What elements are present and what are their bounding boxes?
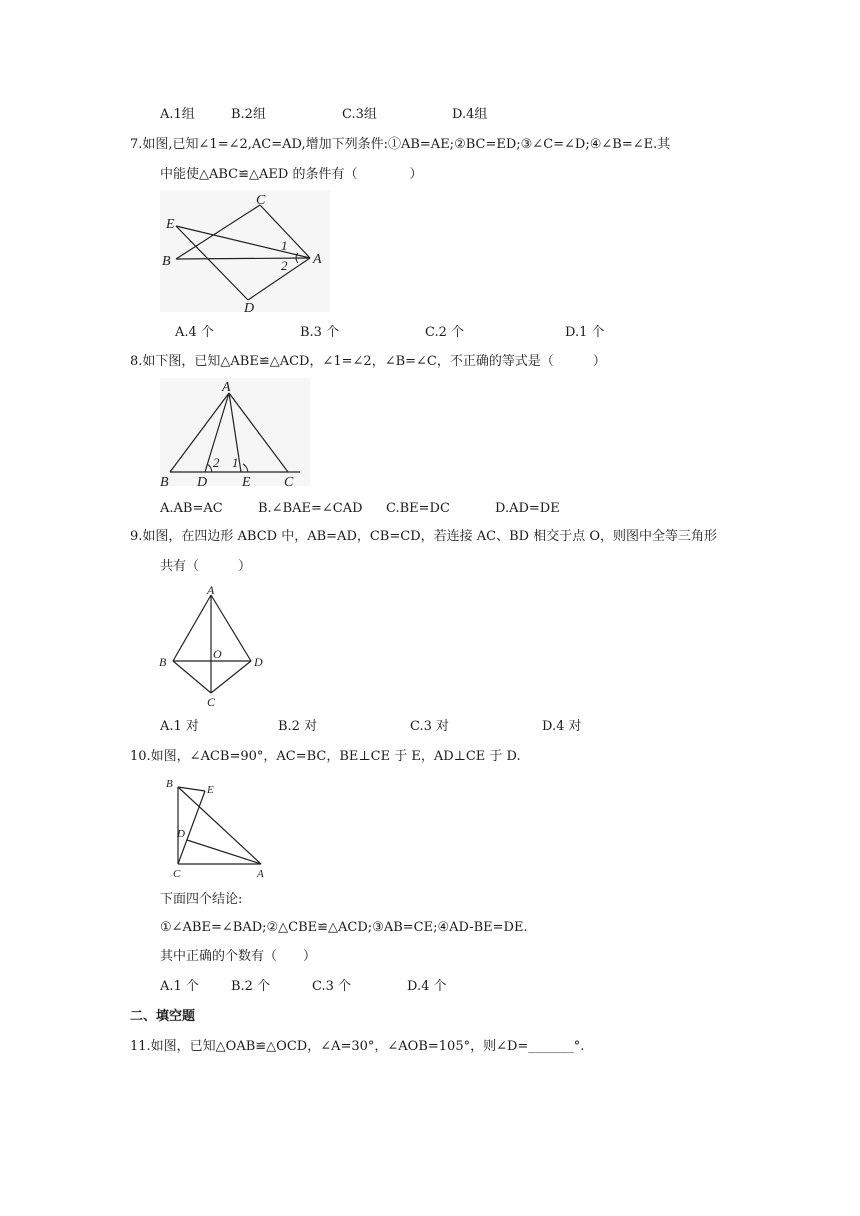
q7-option-a: A.4 个	[175, 325, 214, 340]
q7-label-angle2: 2	[281, 258, 288, 273]
q8-label-angle2: 2	[213, 455, 220, 470]
q10-stem: 10.如图，∠ACB=90°，AC=BC，BE⊥CE 于 E，AD⊥CE 于 D.	[130, 749, 521, 764]
q10-option-b: B.2 个	[231, 979, 271, 994]
q6-option-b: B.2组	[231, 107, 266, 122]
q10-option-d: D.4 个	[407, 979, 447, 994]
q9-stem-line2: 共有（ ）	[160, 559, 252, 574]
q9-label-o: O	[213, 647, 222, 661]
q8-label-a: A	[222, 380, 231, 395]
q8-figure	[160, 378, 320, 488]
q10-option-c: C.3 个	[312, 979, 352, 994]
q7-label-angle1: 1	[281, 238, 288, 253]
q7-label-d: D	[244, 301, 255, 316]
q7-label-e: E	[166, 217, 175, 232]
q6-option-c: C.3组	[342, 107, 377, 122]
q10-question: 其中正确的个数有（ ）	[160, 949, 317, 964]
q8-option-c: C.BE=DC	[386, 501, 450, 516]
q7-stem-line1: 7.如图,已知∠1=∠2,AC=AD,增加下列条件:①AB=AE;②BC=ED;③∠C=∠D;④∠B=∠E.其	[130, 137, 671, 152]
q9-label-d: D	[254, 655, 263, 669]
q8-stem: 8.如下图，已知△ABE≌△ACD，∠1=∠2，∠B=∠C，不正确的等式是（ ）	[130, 354, 606, 369]
q9-option-d: D.4 对	[542, 719, 582, 734]
q8-option-a: A.AB=AC	[160, 501, 223, 516]
q9-option-a: A.1 对	[160, 719, 199, 734]
q9-figure	[158, 583, 270, 708]
q6-option-d: D.4组	[452, 107, 488, 122]
q8-option-b: B.∠BAE=∠CAD	[258, 501, 363, 516]
q7-figure	[160, 190, 330, 315]
q10-intro: 下面四个结论:	[160, 892, 243, 907]
q9-stem-line1: 9.如图，在四边形 ABCD 中，AB=AD，CB=CD，若连接 AC、BD 相交于点 O，则图中全等三角形	[130, 529, 717, 544]
q10-label-d: D	[177, 828, 185, 840]
q7-label-c: C	[256, 193, 266, 208]
q8-label-e: E	[242, 475, 251, 490]
q7-label-a: A	[313, 252, 322, 267]
q10-option-a: A.1 个	[160, 979, 199, 994]
q9-label-c: C	[207, 695, 216, 709]
q8-label-d: D	[197, 475, 208, 490]
q8-option-d: D.AD=DE	[495, 501, 560, 516]
section-title-fill-in: 二、填空题	[130, 1009, 196, 1024]
q10-label-a: A	[257, 868, 264, 880]
q8-label-c: C	[284, 475, 294, 490]
q10-label-e: E	[207, 784, 214, 796]
q11-stem: 11.如图，已知△OAB≌△OCD，∠A=30°，∠AOB=105°，则∠D=_______°.	[130, 1039, 585, 1054]
q10-figure	[160, 775, 275, 880]
q8-label-b: B	[160, 475, 169, 490]
q10-label-b: B	[166, 778, 173, 790]
q7-option-d: D.1 个	[565, 325, 605, 340]
q9-option-b: B.2 对	[278, 719, 318, 734]
q9-label-a: A	[207, 583, 215, 597]
q7-option-b: B.3 个	[300, 325, 340, 340]
q9-label-b: B	[159, 655, 167, 669]
q7-stem-line2: 中能使△ABC≌△AED 的条件有（ ）	[160, 167, 423, 182]
q6-option-a: A.1组	[160, 107, 195, 122]
q7-option-c: C.2 个	[425, 325, 465, 340]
q10-conclusions: ①∠ABE=∠BAD;②△CBE≌△ACD;③AB=CE;④AD-BE=DE.	[160, 920, 528, 935]
q8-label-angle1: 1	[232, 455, 239, 470]
q10-label-c: C	[173, 868, 181, 880]
q7-label-b: B	[162, 254, 171, 269]
q9-option-c: C.3 对	[410, 719, 450, 734]
